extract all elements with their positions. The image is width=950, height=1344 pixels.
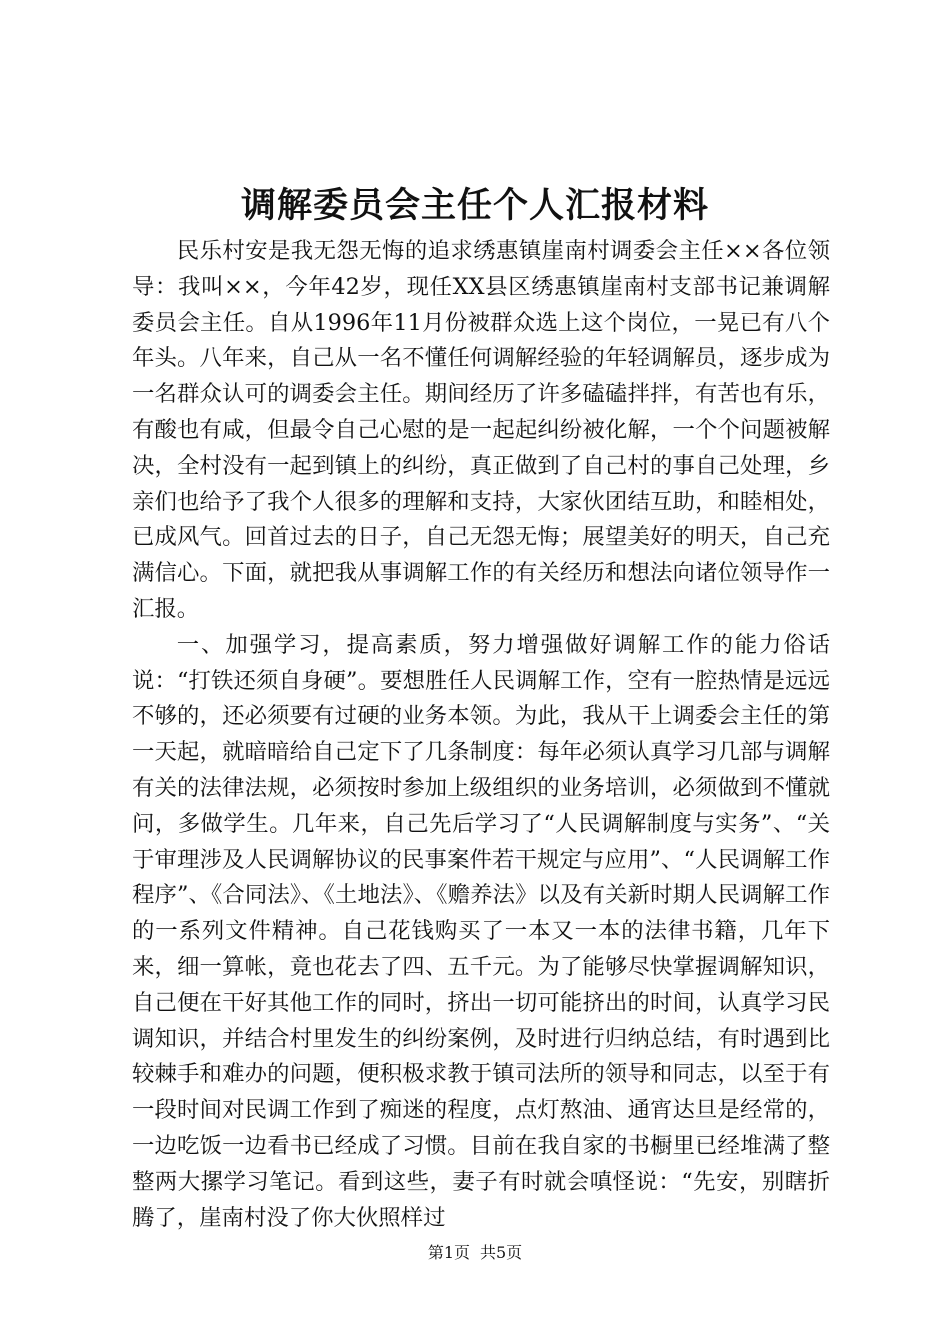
document-body — [132, 234, 830, 1236]
page-number-current: 第1页 — [427, 1243, 470, 1262]
page-footer — [0, 1242, 950, 1264]
paragraph-intro: 民乐村安是我无怨无悔的追求绣惠镇崖南村调委会主任××各位领导：我叫××，今年42岁，现任XX县区绣惠镇崖南村支部书记兼调解委员会主任。自从1996年11月份被群众选上这个岗位，一晃已有八个年头。八年来，自己从一名不懂任何调解经验的年轻调解员，逐步成为一名群众认可的调委会主任。期间经历了许多磕磕拌拌，有苦也有乐，有酸也有咸，但最令自己心慰的是一起起纠纷被化解，一个个问题被解决，全村没有一起到镇上的纠纷，真正做到了自己村的事自己处理，乡亲们也给予了我个人很多的理解和支持，大家伙团结互助，和睦相处，已成风气。回首过去的日子，自己无怨无悔；展望美好的明天，自己充满信心。下面，就把我从事调解工作的有关经历和想法向诸位领导作一汇报。 — [132, 238, 830, 622]
paragraph-section-one: 一、加强学习，提高素质，努力增强做好调解工作的能力俗话说：“打铁还须自身硬”。要想胜任人民调解工作，空有一腔热情是远远不够的，还必须要有过硬的业务本领。为此，我从干上调委会主任的第一天起，就暗暗给自己定下了几条制度：每年必须认真学习几部与调解有关的法律法规，必须按时参加上级组织的业务培训，必须做到不懂就问，多做学生。几年来，自己先后学习了“人民调解制度与实务”、“关于审理涉及人民调解协议的民事案件若干规定与应用”、“人民调解工作程序”、《合同法》、《土地法》、《赡养法》以及有关新时期人民调解工作的一系列文件精神。自己花钱购买了一本又一本的法律书籍，几年下来，细一算帐，竟也花去了四、五千元。为了能够尽快掌握调解知识，自己便在干好其他工作的同时，挤出一切可能挤出的时间，认真学习民调知识，并结合村里发生的纠纷案例，及时进行归纳总结，有时遇到比较棘手和难办的问题，便积极求教于镇司法所的领导和同志，以至于有一段时间对民调工作到了痴迷的程度，点灯熬油、通宵达旦是经常的，一边吃饭一边看书已经成了习惯。目前在我自家的书橱里已经堆满了整整两大摞学习笔记。看到这些，妻子有时就会嗔怪说：“先安，别瞎折腾了，崖南村没了你大伙照样过 — [132, 631, 830, 1231]
document-title: 调解委员会主任个人汇报材料 — [240, 185, 709, 226]
page-number-total: 共5页 — [480, 1243, 523, 1262]
